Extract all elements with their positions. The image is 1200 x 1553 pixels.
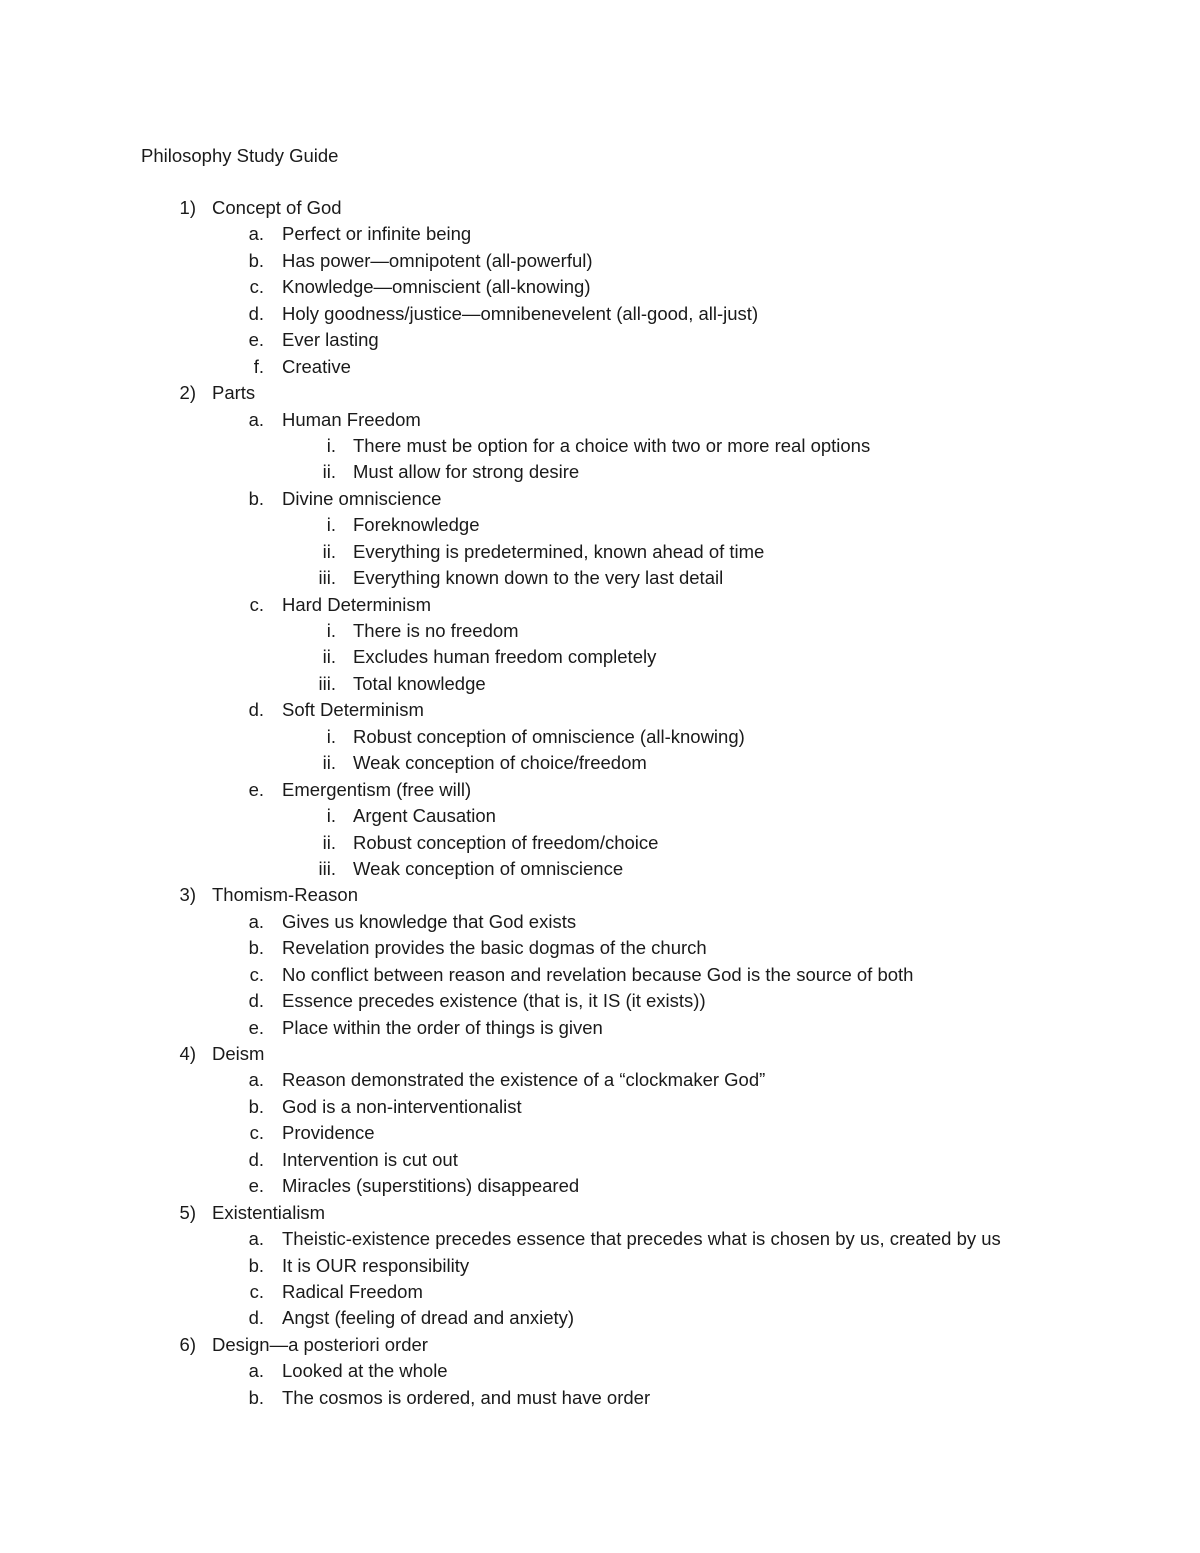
list-item-text: Total knowledge [353,672,486,694]
list-marker: a. [248,223,264,245]
list-item [0,699,1200,725]
list-item-text: Theistic-existence precedes essence that precedes what is chosen by us, created by us [282,1228,1001,1250]
list-item-text: Must allow for strong desire [353,461,580,483]
list-marker: i. [326,434,336,456]
list-item-text: Design—a posteriori order [212,1333,428,1355]
list-marker: c. [249,963,264,985]
sub-list-item [0,646,1200,672]
list-marker: d. [248,1148,264,1170]
list-item [0,409,1200,435]
list-marker: d. [248,302,264,324]
list-marker: b. [248,1386,264,1408]
list-item-text: Divine omniscience [282,487,442,509]
list-item-text: Reason demonstrated the existence of a “clockmaker God” [282,1069,766,1091]
list-item-text: Knowledge—omniscient (all-knowing) [282,276,591,298]
list-marker: c. [249,276,264,298]
list-item-text: Holy goodness/justice—omnibenevelent (all-good, all-just) [282,302,759,324]
list-item-text: Existentialism [212,1201,326,1223]
list-marker: b. [248,1095,264,1117]
list-marker: b. [248,1254,264,1276]
list-item-text: Intervention is cut out [282,1148,458,1170]
list-item-text: Deism [212,1043,265,1064]
list-item [0,1387,1200,1413]
list-item-text: Weak conception of choice/freedom [353,752,647,774]
list-item [0,1307,1200,1333]
list-item-text: Everything known down to the very last detail [353,567,724,589]
list-item [0,1149,1200,1175]
list-item-text: Argent Causation [353,805,496,827]
list-marker: 4) [179,1043,196,1064]
sub-list-item [0,541,1200,567]
sub-list-item [0,620,1200,646]
list-item-text: Robust conception of omniscience (all-knowing) [353,725,745,747]
list-item-text: Robust conception of freedom/choice [353,831,659,853]
list-item-text: Creative [282,355,351,377]
list-item-text: Soft Determinism [282,699,424,721]
section-heading [0,197,1200,223]
list-marker: iii. [318,567,336,589]
list-marker: b. [248,249,264,271]
list-item [0,1069,1200,1095]
list-marker: 5) [179,1201,196,1223]
sub-list-item [0,435,1200,461]
list-item-text: Providence [282,1122,375,1144]
sub-list-item [0,832,1200,858]
list-item [0,329,1200,355]
list-item [0,303,1200,329]
list-item-text: It is OUR responsibility [282,1254,470,1276]
list-marker: 2) [179,382,196,404]
list-item-text: Radical Freedom [282,1280,423,1302]
list-marker: e. [248,778,264,800]
list-marker: d. [248,990,264,1012]
list-item [0,990,1200,1016]
list-item-text: There must be option for a choice with two or more real options [353,434,871,456]
list-marker: i. [326,725,336,747]
list-item-text: There is no freedom [353,620,519,641]
list-marker: d. [248,699,264,721]
list-item-text: Emergentism (free will) [282,778,472,800]
list-item-text: Weak conception of omniscience [353,857,624,879]
list-marker: ii. [322,752,336,774]
list-marker: 1) [179,197,196,218]
outline-list [0,197,1200,1413]
list-item-text: Has power—omnipotent (all-powerful) [282,249,593,271]
list-marker: b. [248,937,264,959]
list-item-text: No conflict between reason and revelation because God is the source of both [282,963,914,985]
list-item [0,1017,1200,1043]
list-item [0,1228,1200,1254]
list-marker: a. [248,408,264,430]
list-item [0,1096,1200,1122]
list-item-text: God is a non-interventionalist [282,1095,522,1117]
list-item [0,937,1200,963]
list-item [0,964,1200,990]
sub-list-item [0,726,1200,752]
section-heading [0,382,1200,408]
list-marker: c. [249,1280,264,1302]
list-item-text: Parts [212,382,256,404]
list-marker: a. [248,910,264,932]
list-item [0,356,1200,382]
list-item-text: Looked at the whole [282,1360,448,1382]
list-item-text: Gives us knowledge that God exists [282,910,577,932]
list-item-text: Angst (feeling of dread and anxiety) [282,1307,575,1329]
list-item [0,488,1200,514]
list-item-text: Excludes human freedom completely [353,646,657,668]
list-marker: i. [326,514,336,536]
list-item-text: Hard Determinism [282,593,432,615]
list-marker: 3) [179,884,196,906]
list-marker: d. [248,1307,264,1329]
list-marker: f. [253,355,264,377]
list-marker: ii. [322,461,336,483]
list-item-text: Place within the order of things is given [282,1016,603,1038]
list-marker: b. [248,487,264,509]
list-marker: a. [248,1069,264,1091]
list-item-text: Concept of God [212,197,342,218]
list-item [0,911,1200,937]
list-marker: a. [248,1360,264,1382]
list-marker: c. [249,1122,264,1144]
list-marker: c. [249,593,264,615]
list-item [0,1175,1200,1201]
section-heading [0,1334,1200,1360]
sub-list-item [0,805,1200,831]
list-item-text: Revelation provides the basic dogmas of the church [282,937,707,959]
list-item-text: Miracles (superstitions) disappeared [282,1175,580,1197]
document-title: Philosophy Study Guide [141,145,339,166]
list-marker: iii. [318,672,336,694]
list-marker: 6) [179,1333,196,1355]
list-item [0,250,1200,276]
list-marker: e. [248,329,264,351]
list-marker: ii. [322,540,336,562]
list-marker: ii. [322,831,336,853]
sub-list-item [0,673,1200,699]
section-heading [0,1202,1200,1228]
list-item [0,1360,1200,1386]
list-marker: i. [326,620,336,641]
list-item-text: Thomism-Reason [212,884,358,906]
list-item [0,1122,1200,1148]
sub-list-item [0,752,1200,778]
list-marker: i. [326,805,336,827]
list-marker: ii. [322,646,336,668]
list-item-text: Ever lasting [282,329,379,351]
list-item [0,1281,1200,1307]
section-heading [0,884,1200,910]
list-item-text: Essence precedes existence (that is, it IS (it exists)) [282,990,706,1012]
list-item [0,779,1200,805]
list-item-text: Foreknowledge [353,514,480,536]
list-item [0,594,1200,620]
list-item-text: The cosmos is ordered, and must have order [282,1386,651,1408]
list-item-text: Human Freedom [282,408,421,430]
list-item [0,223,1200,249]
section-heading [0,1043,1200,1069]
list-marker: iii. [318,857,336,879]
sub-list-item [0,514,1200,540]
list-marker: a. [248,1228,264,1250]
list-item-text: Everything is predetermined, known ahead of time [353,540,765,562]
sub-list-item [0,858,1200,884]
list-item [0,1255,1200,1281]
list-item [0,276,1200,302]
list-marker: e. [248,1016,264,1038]
list-item-text: Perfect or infinite being [282,223,472,245]
list-marker: e. [248,1175,264,1197]
sub-list-item [0,567,1200,593]
sub-list-item [0,461,1200,487]
